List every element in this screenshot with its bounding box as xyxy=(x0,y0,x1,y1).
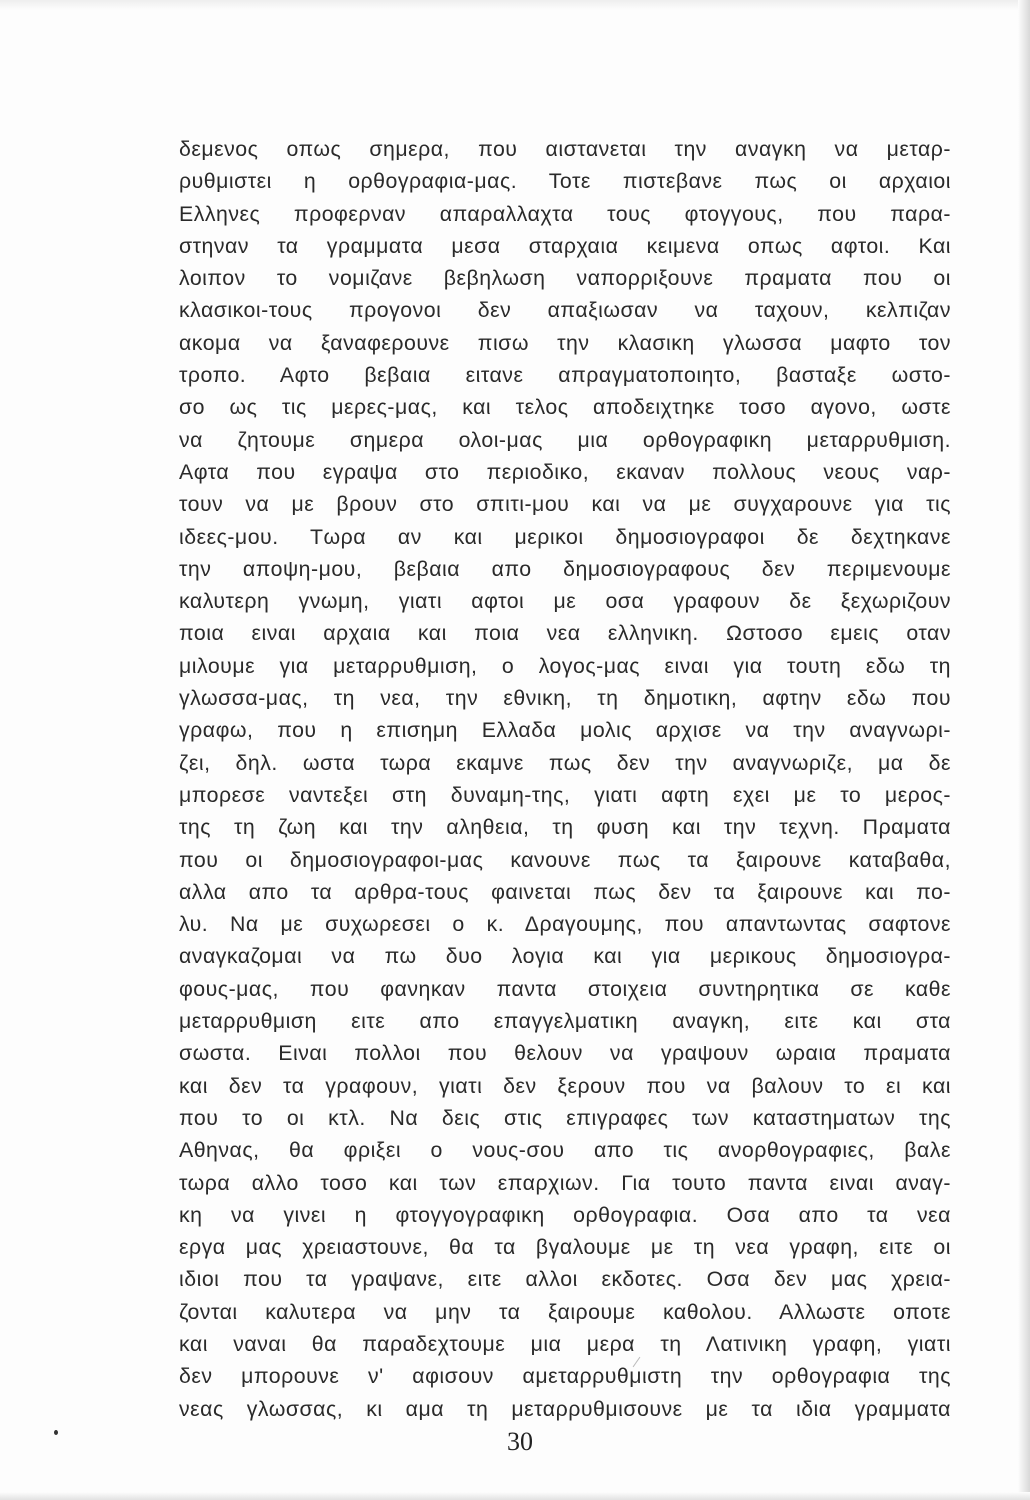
text-line: ρυθμιστει η ορθογραφια-μας. Τοτε πιστεβανε πως οι αρχαιοι xyxy=(179,169,951,194)
text-line: και ναναι θα παραδεχτουμε μια μερα τη Λατινικη γραφη, γιατι xyxy=(179,1331,951,1356)
text-line: αναγκαζομαι να πω δυο λογια και για μερικους δημοσιογρα- xyxy=(179,944,951,969)
text-line: αλλα απο τα αρθρα-τους φαινεται πως δεν τα ξαιρουνε και πο- xyxy=(179,879,951,904)
text-line: Αφτα που εγραψα στο περιοδικο, εκαναν πολλους νεους ναρ- xyxy=(179,459,951,484)
text-line: της τη ζωη και την αληθεια, τη φυση και την τεχνη. Πραματα xyxy=(179,815,951,840)
text-line: Ελληνες προφερναν απαραλλαχτα τους φτογγους, που παρα- xyxy=(179,201,951,226)
text-line: ζονται καλυτερα να μην τα ξαιρουμε καθολου. Αλλωστε οποτε xyxy=(179,1299,951,1324)
text-line: εργα μας χρειαστουνε, θα τα βγαλουμε με τη νεα γραφη, ειτε οι xyxy=(179,1235,951,1260)
text-line: γραφω, που η επισημη Ελλαδα μολις αρχισε να την αναγνωρι- xyxy=(179,718,951,743)
text-line: καλυτερη γνωμη, γιατι αφτοι με οσα γραφουν δε ξεχωριζουν xyxy=(179,589,951,614)
text-line: γλωσσα-μας, τη νεα, την εθνικη, τη δημοτικη, αφτην εδω που xyxy=(179,686,951,711)
text-line: δεν μπορουνε ν' αφισουν αμεταρρυθμιστη την ορθογραφια της xyxy=(179,1364,951,1389)
text-line: δεμενος οπως σημερα, που αιστανεται την αναγκη να μεταρ- xyxy=(179,137,951,161)
text-line: που οι δημοσιογραφοι-μας κανουνε πως τα ξαιρουνε καταβαθα, xyxy=(179,847,951,872)
text-line: την αποψη-μου, βεβαια απο δημοσιογραφους δεν περιμενουμε xyxy=(179,556,951,581)
body-text xyxy=(179,133,951,1425)
paper-speck xyxy=(54,1430,58,1435)
text-line: ζει, δηλ. ωστα τωρα εκαμνε πως δεν την αναγνωριζε, μα δε xyxy=(179,750,951,775)
text-line: κη να γινει η φτογγογραφικη ορθογραφια. Οσα απο τα νεα xyxy=(179,1202,951,1227)
text-line: λυ. Να με συχωρεσει ο κ. Δραγουμης, που απαντωντας σαφτονε xyxy=(179,912,951,937)
page-edge-shadow-top xyxy=(0,0,1030,10)
text-line: μεταρρυθμιση ειτε απο επαγγελματικη αναγκη, ειτε και στα xyxy=(179,1009,951,1034)
text-line: που το οι κτλ. Να δεις στις επιγραφες των καταστηματων της xyxy=(179,1105,951,1130)
text-line: τροπο. Αφτο βεβαια ειτανε απραγματοποιητο, βασταξε ωστο- xyxy=(179,363,951,388)
text-line: φους-μας, που φανηκαν παντα στοιχεια συντηρητικα σε καθε xyxy=(179,976,951,1001)
text-line: μιλουμε για μεταρρυθμιση, ο λογος-μας ειναι για τουτη εδω τη xyxy=(179,653,951,678)
text-line: και δεν τα γραφουν, γιατι δεν ξερουν που να βαλουν το ει και xyxy=(179,1073,951,1098)
text-line: ιδεες-μου. Τωρα αν και μερικοι δημοσιογραφοι δε δεχτηκανε xyxy=(179,524,951,549)
text-line: μπορεσε ναντεξει στη δυναμη-της, γιατι αφτη εχει με το μερος- xyxy=(179,782,951,807)
text-line: τουν να με βρουν στο σπιτι-μου και να με συγχαρουνε για τις xyxy=(179,492,951,517)
text-line: τωρα αλλο τοσο και των επαρχιων. Για τουτο παντα ειναι αναγ- xyxy=(179,1170,951,1195)
text-line: ιδιοι που τα γραψανε, ειτε αλλοι εκδοτες. Οσα δεν μας χρεια- xyxy=(179,1267,951,1292)
text-line: στηναν τα γραμματα μεσα σταρχαια κειμενα οπως αφτοι. Και xyxy=(179,233,951,258)
text-line: νεας γλωσσας, κι αμα τη μεταρρυθμισουνε με τα ιδια γραμματα xyxy=(179,1396,951,1421)
page-edge-shadow-right xyxy=(1018,0,1030,1500)
text-line: Αθηνας, θα φριξει ο νους-σου απο τις ανορθογραφιες, βαλε xyxy=(179,1138,951,1163)
text-line: σωστα. Ειναι πολλοι που θελουν να γραψουν ωραια πραματα xyxy=(179,1041,951,1066)
text-line: ακομα να ξαναφερουνε πισω την κλασικη γλωσσα μαφτο τον xyxy=(179,330,951,355)
text-line: να ζητουμε σημερα ολοι-μας μια ορθογραφικη μεταρρυθμιση. xyxy=(179,427,951,452)
text-line: λοιπον το νομιζανε βεβηλωση ναπορριξουνε πραματα που οι xyxy=(179,266,951,291)
text-line: ποια ειναι αρχαια και ποια νεα ελληνικη. Ωστοσο εμεις οταν xyxy=(179,621,951,646)
text-line: κλασικοι-τους προγονοι δεν απαξιωσαν να ταχουν, κελπιζαν xyxy=(179,298,951,323)
page-number: 30 xyxy=(507,1427,533,1456)
page-edge-shadow-bottom xyxy=(0,1492,1030,1500)
text-line: σο ως τις μερες-μας, και τελος αποδειχτηκε τοσο αγονο, ωστε xyxy=(179,395,951,420)
